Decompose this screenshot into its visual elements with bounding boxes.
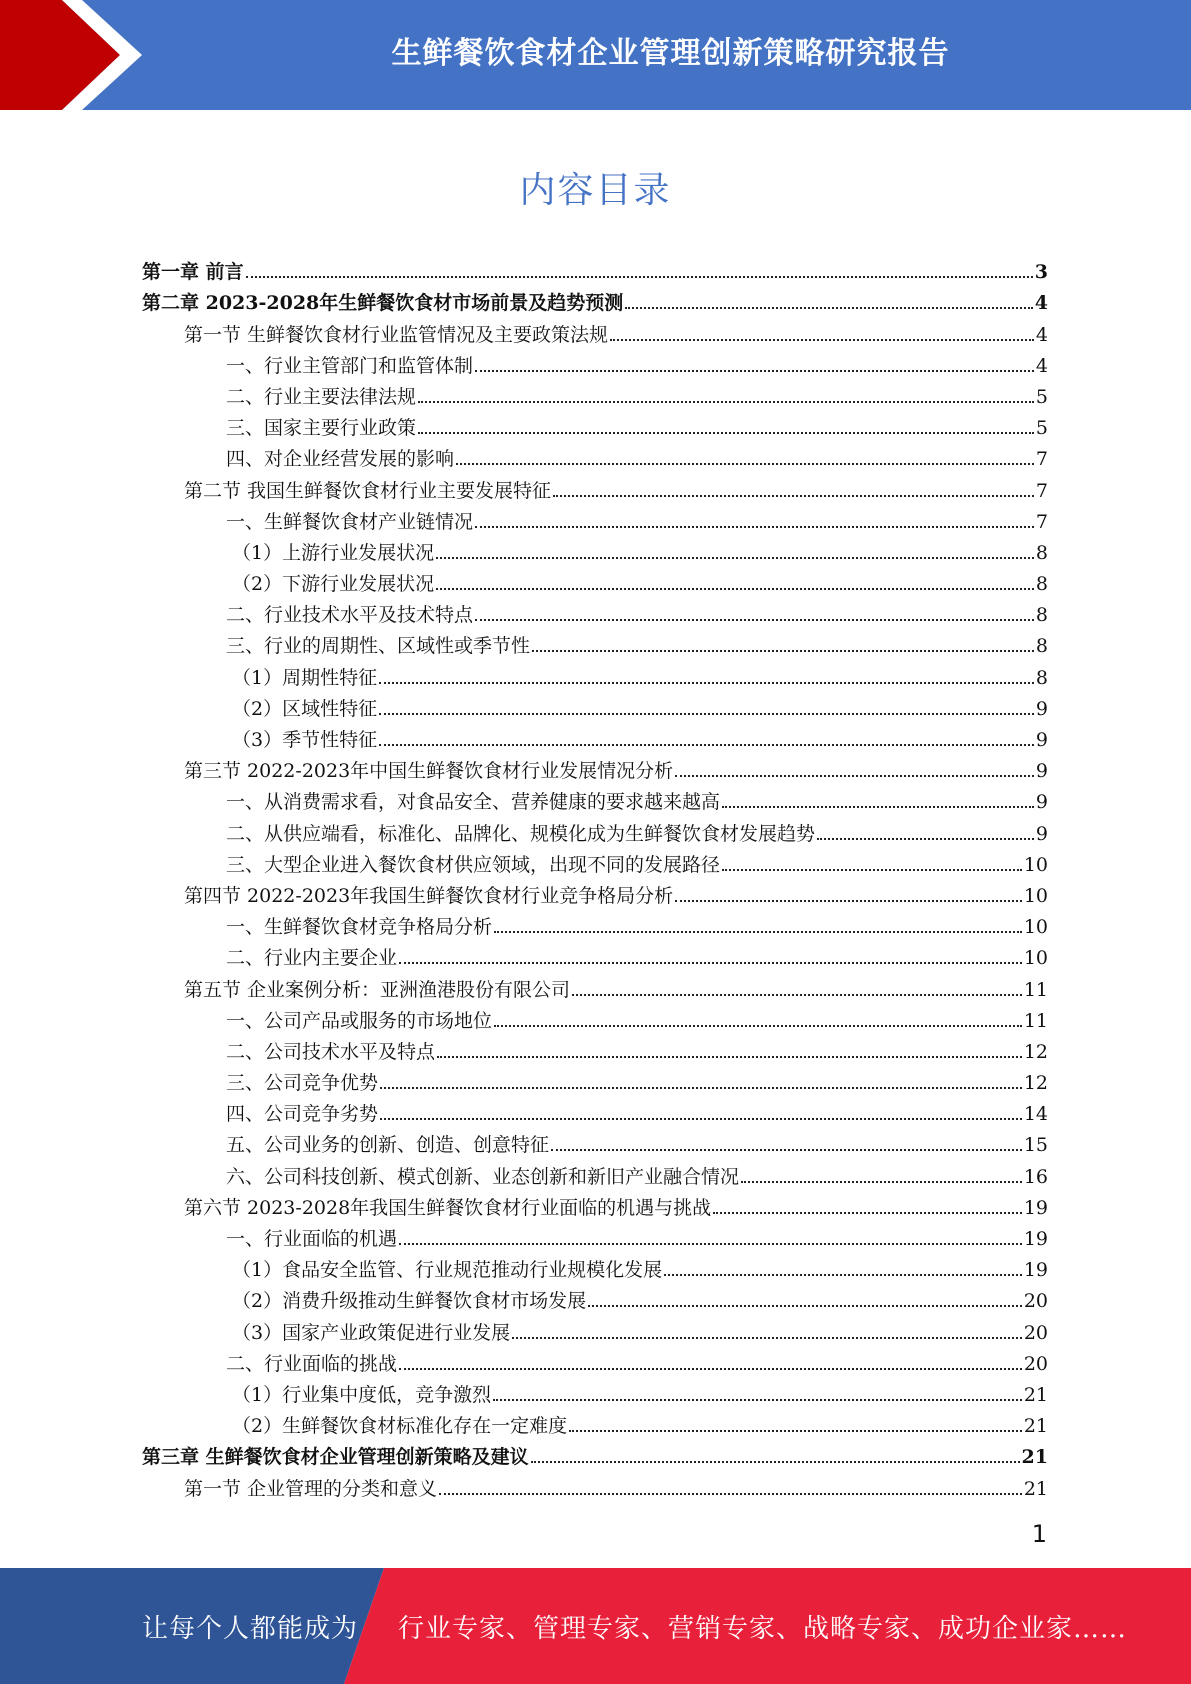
toc-entry-page: 19 — [1023, 1228, 1048, 1250]
toc-entry-page: 9 — [1035, 791, 1048, 814]
toc-entry-page: 20 — [1023, 1321, 1048, 1344]
toc-entry-page: 5 — [1035, 417, 1048, 440]
toc-entry[interactable] — [142, 596, 1048, 627]
toc-entry-page: 11 — [1023, 978, 1048, 1001]
toc-entry-page: 20 — [1023, 1290, 1048, 1313]
page-footer — [0, 1568, 1191, 1684]
toc-entry-label: 第四节 2022-2023年我国生鲜餐饮食材行业竞争格局分析 — [184, 884, 674, 907]
toc-entry-label: （1）食品安全监管、行业规范推动行业规模化发展 — [232, 1259, 663, 1282]
toc-leader-dots — [380, 1118, 1022, 1120]
toc-leader-dots — [588, 1305, 1022, 1307]
toc-entry-label: 一、从消费需求看，对食品安全、营养健康的要求越来越高 — [226, 791, 721, 814]
toc-entry[interactable] — [142, 752, 1048, 783]
table-of-contents — [142, 253, 1048, 1501]
toc-entry[interactable] — [142, 690, 1048, 721]
toc-entry-page: 12 — [1023, 1040, 1048, 1063]
footer-slogan-right: 行业专家、管理专家、营销专家、战略专家、成功企业家…… — [398, 1613, 1128, 1644]
toc-entry-page: 4 — [1035, 354, 1048, 377]
toc-entry-page: 9 — [1035, 760, 1048, 783]
toc-entry-label: 二、行业技术水平及技术特点 — [226, 604, 474, 627]
toc-entry-label: （2）下游行业发展状况 — [232, 573, 435, 596]
toc-leader-dots — [436, 588, 1034, 590]
toc-entry[interactable] — [142, 1033, 1048, 1064]
toc-entry-page: 8 — [1035, 541, 1048, 564]
toc-entry-label: 二、公司技术水平及特点 — [226, 1040, 436, 1063]
toc-entry-page: 19 — [1023, 1196, 1048, 1219]
toc-leader-dots — [741, 1181, 1022, 1183]
toc-heading: 内容目录 — [519, 170, 672, 211]
toc-leader-dots — [399, 962, 1022, 964]
toc-entry-label: 第三节 2022-2023年中国生鲜餐饮食材行业发展情况分析 — [184, 760, 674, 783]
toc-entry-label: 一、行业面临的机遇 — [226, 1228, 398, 1250]
page-header — [0, 0, 1191, 110]
toc-entry[interactable] — [142, 503, 1048, 534]
toc-entry-page: 10 — [1023, 884, 1048, 907]
toc-entry[interactable] — [142, 1220, 1048, 1251]
toc-entry-label: 五、公司业务的创新、创造、创意特征 — [226, 1134, 550, 1157]
toc-leader-dots — [399, 1243, 1022, 1245]
toc-entry[interactable] — [142, 284, 1048, 315]
toc-leader-dots — [553, 495, 1034, 497]
toc-entry-label: 二、行业主要法律法规 — [226, 385, 417, 408]
toc-entry-page: 21 — [1021, 1446, 1048, 1469]
toc-leader-dots — [675, 900, 1022, 902]
toc-entry-label: 第一节 企业管理的分类和意义 — [184, 1477, 438, 1500]
toc-entry-label: （1）周期性特征 — [232, 666, 378, 689]
toc-entry[interactable] — [142, 378, 1048, 409]
toc-entry[interactable] — [142, 1251, 1048, 1282]
toc-entry-page: 9 — [1035, 822, 1048, 845]
toc-entry-page: 7 — [1035, 448, 1048, 471]
toc-entry-page: 10 — [1023, 947, 1048, 970]
page-number: 1 — [1031, 1520, 1047, 1548]
toc-entry[interactable] — [142, 846, 1048, 877]
toc-leader-dots — [512, 1337, 1022, 1339]
toc-entry-label: 四、对企业经营发展的影响 — [226, 448, 455, 471]
toc-entry-label: （2）消费升级推动生鲜餐饮食材市场发展 — [232, 1290, 587, 1313]
toc-entry-label: （2）区域性特征 — [232, 697, 378, 720]
toc-entry-page: 16 — [1023, 1165, 1048, 1188]
toc-entry[interactable] — [142, 658, 1048, 689]
header-arrow-decoration — [0, 0, 160, 110]
toc-entry-page: 20 — [1023, 1352, 1048, 1375]
toc-entry[interactable] — [142, 877, 1048, 908]
toc-leader-dots — [569, 1430, 1022, 1432]
toc-entry-page: 21 — [1023, 1383, 1048, 1406]
toc-entry-label: 第六节 2023-2028年我国生鲜餐饮食材行业面临的机遇与挑战 — [184, 1196, 712, 1219]
toc-leader-dots — [531, 1461, 1020, 1463]
toc-leader-dots — [456, 463, 1034, 465]
toc-entry-label: 二、行业面临的挑战 — [226, 1352, 398, 1375]
toc-entry[interactable] — [142, 534, 1048, 565]
toc-leader-dots — [572, 994, 1022, 996]
toc-leader-dots — [436, 557, 1034, 559]
toc-leader-dots — [494, 1025, 1022, 1027]
toc-leader-dots — [475, 619, 1034, 621]
toc-entry[interactable] — [142, 471, 1048, 502]
toc-entry-page: 8 — [1035, 635, 1048, 658]
toc-leader-dots — [610, 339, 1034, 341]
toc-entry-page: 4 — [1034, 292, 1048, 315]
toc-leader-dots — [664, 1274, 1022, 1276]
toc-entry-page: 19 — [1023, 1259, 1048, 1282]
toc-leader-dots — [817, 838, 1034, 840]
toc-entry-page: 8 — [1035, 604, 1048, 627]
toc-entry[interactable] — [142, 783, 1048, 814]
footer-slogan-left: 让每个人都能成为 — [142, 1613, 359, 1644]
toc-entry-label: 第一章 前言 — [142, 261, 244, 284]
toc-entry[interactable] — [142, 721, 1048, 752]
toc-leader-dots — [722, 869, 1022, 871]
toc-entry-label: （3）国家产业政策促进行业发展 — [232, 1321, 511, 1344]
toc-entry-page: 21 — [1023, 1415, 1048, 1438]
toc-entry[interactable] — [142, 409, 1048, 440]
toc-entry-page: 7 — [1035, 510, 1048, 533]
toc-entry-page: 5 — [1035, 385, 1048, 408]
toc-entry[interactable] — [142, 315, 1048, 346]
toc-entry[interactable] — [142, 1469, 1048, 1500]
toc-leader-dots — [532, 650, 1034, 652]
toc-leader-dots — [475, 526, 1034, 528]
toc-entry-page: 10 — [1023, 853, 1048, 876]
toc-entry-label: 三、国家主要行业政策 — [226, 417, 417, 440]
toc-entry[interactable] — [142, 440, 1048, 471]
toc-entry-label: （2）生鲜餐饮食材标准化存在一定难度 — [232, 1415, 568, 1438]
toc-entry-page: 11 — [1023, 1009, 1048, 1032]
toc-entry-page: 3 — [1034, 261, 1048, 284]
toc-entry[interactable] — [142, 347, 1048, 378]
toc-entry-label: 三、行业的周期性、区域性或季节性 — [226, 635, 531, 658]
toc-entry-label: 一、生鲜餐饮食材产业链情况 — [226, 510, 474, 533]
toc-entry[interactable] — [142, 1189, 1048, 1220]
toc-leader-dots — [379, 744, 1034, 746]
toc-entry[interactable] — [142, 814, 1048, 845]
toc-entry[interactable] — [142, 1064, 1048, 1095]
toc-entry-page: 4 — [1035, 323, 1048, 346]
toc-leader-dots — [399, 1368, 1022, 1370]
toc-entry[interactable] — [142, 1282, 1048, 1313]
toc-leader-dots — [675, 775, 1034, 777]
toc-entry-label: 六、公司科技创新、模式创新、业态创新和新旧产业融合情况 — [226, 1165, 740, 1188]
toc-entry-label: 第五节 企业案例分析：亚洲渔港股份有限公司 — [184, 978, 571, 1001]
toc-entry[interactable] — [142, 253, 1048, 284]
toc-leader-dots — [551, 1149, 1022, 1151]
toc-entry-page: 7 — [1035, 479, 1048, 502]
toc-entry-label: 第三章 生鲜餐饮食材企业管理创新策略及建议 — [142, 1446, 529, 1469]
toc-leader-dots — [418, 401, 1034, 403]
toc-entry[interactable] — [142, 970, 1048, 1001]
toc-entry-page: 8 — [1035, 666, 1048, 689]
toc-leader-dots — [437, 1056, 1022, 1058]
toc-leader-dots — [493, 1399, 1022, 1401]
toc-leader-dots — [418, 432, 1034, 434]
toc-entry-label: 第一节 生鲜餐饮食材行业监管情况及主要政策法规 — [184, 323, 609, 346]
toc-entry[interactable] — [142, 1313, 1048, 1344]
toc-entry-page: 21 — [1023, 1477, 1048, 1500]
toc-entry[interactable] — [142, 1376, 1048, 1407]
toc-entry-label: 四、公司竞争劣势 — [226, 1103, 379, 1126]
toc-entry[interactable] — [142, 908, 1048, 939]
toc-entry-label: 二、行业内主要企业 — [226, 947, 398, 970]
toc-entry[interactable] — [142, 565, 1048, 596]
toc-entry[interactable] — [142, 1438, 1048, 1469]
toc-entry-label: 二、从供应端看，标准化、品牌化、规模化成为生鲜餐饮食材发展趋势 — [226, 822, 816, 845]
toc-leader-dots — [722, 806, 1034, 808]
toc-entry-page: 8 — [1035, 573, 1048, 596]
toc-entry-page: 12 — [1023, 1072, 1048, 1095]
toc-entry[interactable] — [142, 939, 1048, 970]
toc-entry-label: 一、行业主管部门和监管体制 — [226, 354, 474, 377]
toc-entry[interactable] — [142, 1345, 1048, 1376]
toc-entry-page: 10 — [1023, 916, 1048, 939]
toc-leader-dots — [713, 1212, 1022, 1214]
toc-leader-dots — [439, 1493, 1022, 1495]
toc-entry-label: （1）上游行业发展状况 — [232, 541, 435, 564]
toc-entry[interactable] — [142, 1126, 1048, 1157]
toc-leader-dots — [246, 276, 1033, 278]
toc-leader-dots — [379, 713, 1034, 715]
toc-entry-label: 一、公司产品或服务的市场地位 — [226, 1009, 493, 1032]
toc-entry[interactable] — [142, 1407, 1048, 1438]
toc-entry-label: 第二章 2023-2028年生鲜餐饮食材市场前景及趋势预测 — [142, 292, 624, 315]
toc-entry-label: （3）季节性特征 — [232, 729, 378, 751]
toc-entry-label: （1）行业集中度低，竞争激烈 — [232, 1383, 492, 1406]
toc-leader-dots — [475, 370, 1034, 372]
toc-entry-label: 三、大型企业进入餐饮食材供应领域，出现不同的发展路径 — [226, 853, 721, 876]
toc-entry-page: 15 — [1023, 1134, 1048, 1157]
toc-leader-dots — [379, 682, 1034, 684]
toc-leader-dots — [494, 931, 1022, 933]
toc-entry-page: 9 — [1035, 697, 1048, 720]
toc-entry-page: 9 — [1035, 729, 1048, 751]
toc-leader-dots — [625, 307, 1033, 309]
toc-entry-label: 一、生鲜餐饮食材竞争格局分析 — [226, 916, 493, 939]
toc-entry[interactable] — [142, 1002, 1048, 1033]
report-title: 生鲜餐饮食材企业管理创新策略研究报告 — [391, 36, 950, 71]
toc-entry-page: 14 — [1023, 1103, 1048, 1126]
toc-entry-label: 第二节 我国生鲜餐饮食材行业主要发展特征 — [184, 479, 552, 502]
toc-entry[interactable] — [142, 1095, 1048, 1126]
toc-entry-label: 三、公司竞争优势 — [226, 1072, 379, 1095]
toc-entry[interactable] — [142, 627, 1048, 658]
toc-leader-dots — [380, 1087, 1022, 1089]
toc-entry[interactable] — [142, 1157, 1048, 1188]
